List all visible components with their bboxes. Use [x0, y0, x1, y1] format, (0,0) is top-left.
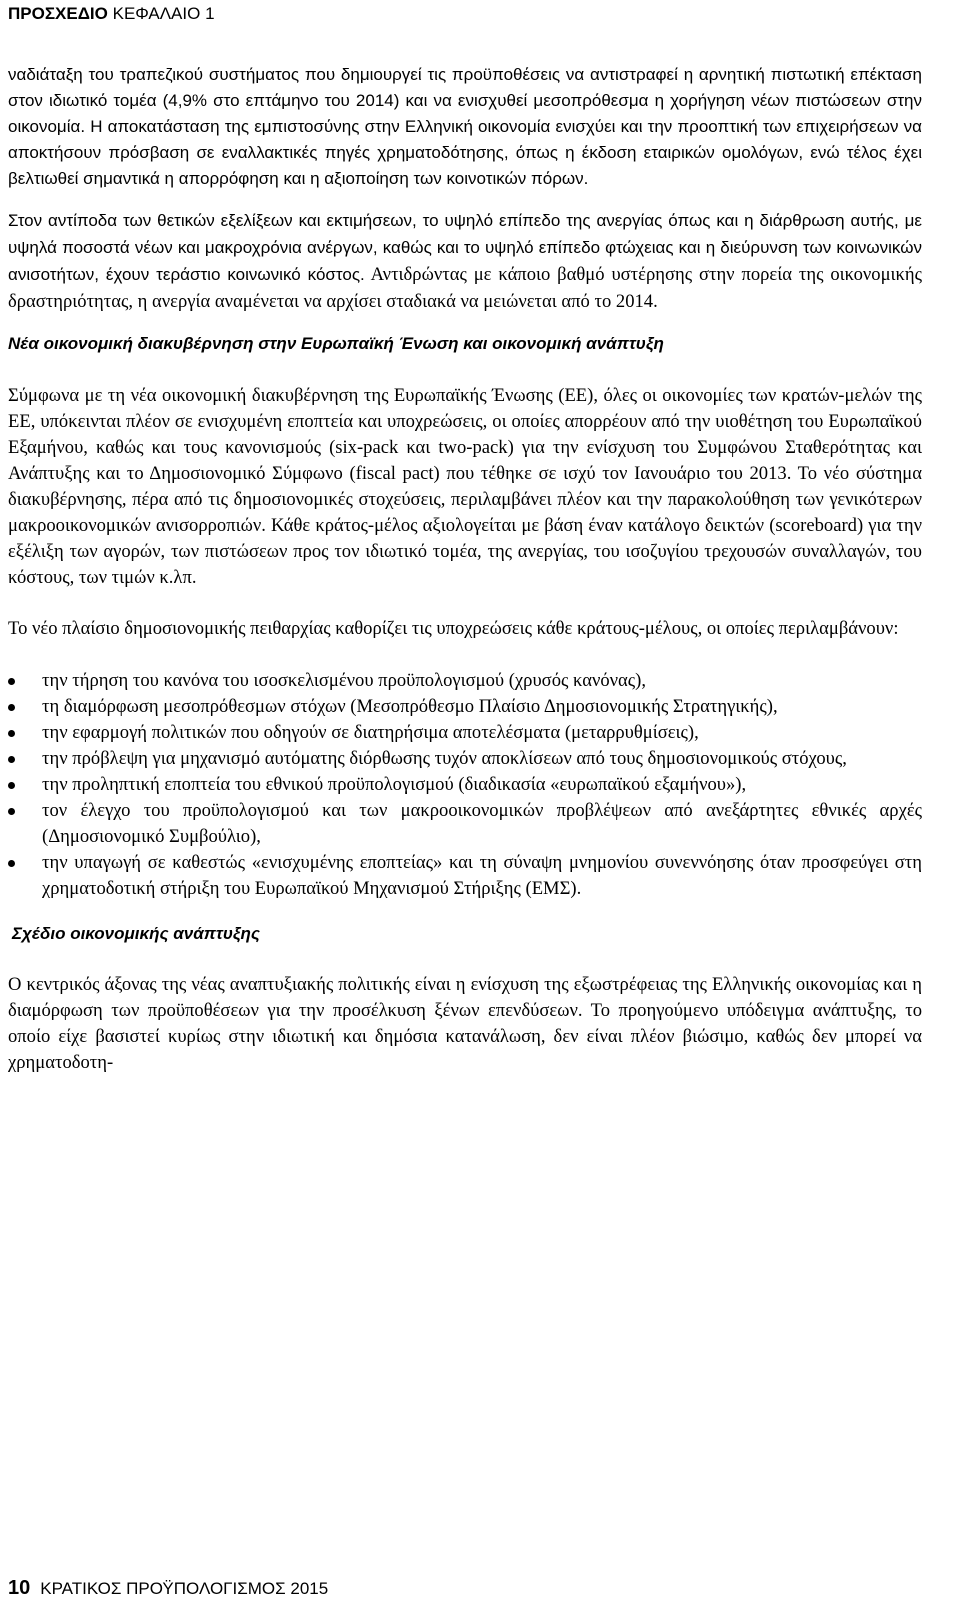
- list-item-text: την εφαρμογή πολιτικών που οδηγούν σε διατηρήσιμα αποτελέσματα (μεταρρυθμίσεις),: [42, 722, 699, 743]
- bullet-icon: [8, 860, 15, 867]
- paragraph-banking: ναδιάταξη του τραπεζικού συστήματος που δημιουργεί τις προϋποθέσεις να αντιστραφεί η αρνητική πιστωτική επέκταση στον ιδιωτικό τομέα (4,9% στο επτάμηνο του 2014) και να ενισχυθεί μεσοπρόθεσμα η χορήγηση νέων πιστώσεων στην οικονομία. Η αποκατάσταση της εμπιστοσύνης στην Ελληνική οικονομία ενισχύει και την προοπτική των επιχειρήσεων να αποκτήσουν πρόσβαση σε εναλλακτικές πηγές χρηματοδότησης, όπως η έκδοση εταιρικών ομολόγων, ενώ τέλος έχει βελτιωθεί σημαντικά η απορρόφηση και η αξιοποίηση των κοινοτικών πόρων.: [8, 65, 922, 188]
- list-item-text: την υπαγωγή σε καθεστώς «ενισχυμένης εποπτείας» και τη σύναψη μνημονίου συνεννόησης όταν προσφεύγει στη χρηματοδοτική στήριξη του Ευρωπαϊκού Μηχανισμού Στήριξης (ΕΜΣ).: [42, 852, 922, 899]
- section-heading-development: Σχέδιο οικονομικής ανάπτυξης: [12, 924, 260, 943]
- paragraph-development: Ο κεντρικός άξονας της νέας αναπτυξιακής πολιτικής είναι η ενίσχυση της εξωστρέφειας της Ελληνικής οικονομίας και η διαμόρφωση των προϋποθέσεων για την προσέλκυση ξένων επενδύσεων. Το προηγούμενο υπόδειγμα ανάπτυξης, το οποίο είχε βασιστεί κυρίως στην ιδιωτική και δημόσια κατανάλωση, δεν είναι πλέον βιώσιμο, καθώς δεν μπορεί να χρηματοδοτη-: [8, 974, 922, 1073]
- page-footer: [8, 1577, 328, 1600]
- page-body: [8, 62, 922, 1076]
- bullet-icon: [8, 756, 15, 763]
- list-item-text: τη διαμόρφωση μεσοπρόθεσμων στόχων (Μεσοπρόθεσμο Πλαίσιο Δημοσιονομικής Στρατηγικής),: [42, 696, 778, 717]
- paragraph-unemployment-part2: Αντιδρώντας με κάποιο βαθμό υστέρησης στην πορεία της οικονομικής δραστηριότητας, η ανεργία αναμένεται να αρχίσει σταδιακά να μειώνεται από το 2014.: [8, 264, 923, 312]
- list-item: [8, 746, 922, 772]
- running-header: [8, 4, 215, 24]
- header-draft-label: ΠΡΟΣΧΕΔΙΟ: [8, 4, 108, 23]
- list-item-text: τον έλεγχο του προϋπολογισμού και των μακροοικονομικών προβλέψεων από ανεξάρτητες εθνικές αρχές (Δημοσιονομικό Συμβούλιο),: [42, 800, 922, 847]
- paragraph-governance: Σύμφωνα με τη νέα οικονομική διακυβέρνηση της Ευρωπαϊκής Ένωσης (ΕΕ), όλες οι οικονομίες των κρατών-μελών της ΕΕ, υπόκεινται πλέον σε ενισχυμένη εποπτεία και υποχρεώσεις, οι οποίες απορρέουν από την υιοθέτηση του Ευρωπαϊκού Εξαμήνου, καθώς και τους κανονισμούς (six-pack και two-pack) για την ενίσχυση του Συμφώνου Σταθερότητας και Ανάπτυξης και το Δημοσιονομικό Σύμφωνο (fiscal pact) που τέθηκε σε ισχύ τον Ιανουάριο του 2013. Το νέο σύστημα διακυβέρνησης, πέρα από τις δημοσιονομικές στοχεύσεις, περιλαμβάνει πλέον και την παρακολούθηση των γενικότερων μακροοικονομικών ανισορροπιών. Κάθε κράτος-μέλος αξιολογείται με βάση έναν κατάλογο δεικτών (scoreboard) για την εξέλιξη των αγορών, των πιστώσεων προς τον ιδιωτικό τομέα, της ανεργίας, του ισοζυγίου τρεχουσών συναλλαγών, του κόστους, των τιμών κ.λπ.: [8, 385, 922, 588]
- page-number: 10: [8, 1577, 31, 1599]
- bullet-icon: [8, 678, 15, 685]
- list-item: [8, 798, 922, 850]
- bullet-icon: [8, 808, 15, 815]
- footer-title: ΚΡΑΤΙΚΟΣ ΠΡΟΫΠΟΛΟΓΙΣΜΟΣ 2015: [40, 1579, 329, 1598]
- bullet-icon: [8, 782, 15, 789]
- obligations-list: [8, 668, 922, 902]
- list-item: [8, 772, 922, 798]
- list-item: [8, 850, 922, 902]
- paragraph-unemployment-part1: Στον αντίποδα των θετικών εξελίξεων και εκτιμήσεων, το υψηλό επίπεδο της ανεργίας όπως και η διάρθρωση αυτής, με υψηλά ποσοστά νέων και μακροχρόνια ανέργων, καθώς και το υψηλό επίπεδο φτώχειας και η διεύρυνση των κοινωνικών ανισοτήτων, έχουν τεράστιο κοινωνικό κόστος.: [8, 211, 922, 284]
- section-heading-governance: Νέα οικονομική διακυβέρνηση στην Ευρωπαϊκή Ένωση και οικονομική ανάπτυξη: [8, 334, 664, 353]
- list-item: [8, 694, 922, 720]
- list-item: [8, 720, 922, 746]
- bullet-icon: [8, 730, 15, 737]
- paragraph-fiscal-framework: Το νέο πλαίσιο δημοσιονομικής πειθαρχίας καθορίζει τις υποχρεώσεις κάθε κράτους-μέλους, οι οποίες περιλαμβάνουν:: [8, 618, 899, 639]
- bullet-icon: [8, 704, 15, 711]
- list-item-text: την προληπτική εποπτεία του εθνικού προϋπολογισμού (διαδικασία «ευρωπαϊκού εξαμήνου»),: [42, 774, 747, 795]
- header-chapter-label: ΚΕΦΑΛΑΙΟ 1: [107, 4, 215, 23]
- list-item-text: την πρόβλεψη για μηχανισμό αυτόματης διόρθωσης τυχόν αποκλίσεων από τους δημοσιονομικούς στόχους,: [42, 748, 847, 769]
- paragraph-unemployment: [8, 207, 922, 315]
- list-item: [8, 668, 922, 694]
- list-item-text: την τήρηση του κανόνα του ισοσκελισμένου προϋπολογισμού (χρυσός κανόνας),: [42, 670, 647, 691]
